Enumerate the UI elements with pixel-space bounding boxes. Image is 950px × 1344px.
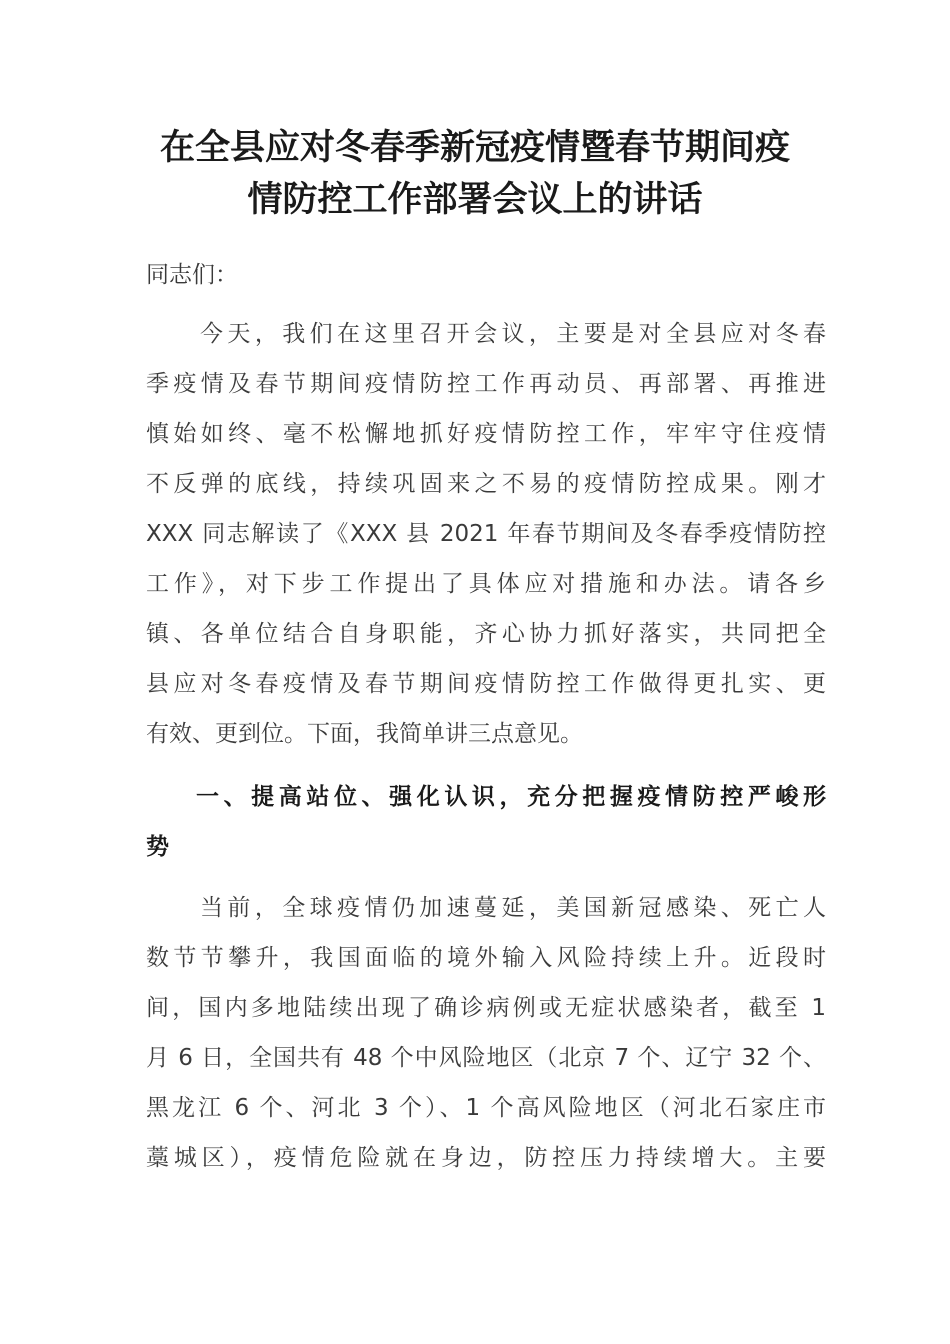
paragraph-1-line: 县应对冬春疫情及春节期间疫情防控工作做得更扎实、更 [146,671,826,697]
paragraph-1-line: 工作》，对下步工作提出了具体应对措施和办法。请各乡 [146,571,826,597]
paragraph-1-line: 镇、各单位结合自身职能，齐心协力抓好落实，共同把全 [146,621,826,647]
paragraph-2-line: 黑龙江 6 个、河北 3 个）、1 个高风险地区（河北石家庄市 [146,1095,826,1121]
paragraph-2-line: 藁城区），疫情危险就在身边，防控压力持续增大。主要 [146,1145,826,1171]
paragraph-1-line: 不反弹的底线，持续巩固来之不易的疫情防控成果。刚才 [146,471,826,497]
paragraph-2-line: 间，国内多地陆续出现了确诊病例或无症状感染者，截至 1 [146,995,826,1021]
paragraph-1-line: 有效、更到位。下面，我简单讲三点意见。 [146,721,583,747]
paragraph-1-line: XXX 同志解读了《XXX 县 2021 年春节期间及冬春季疫情防控 [146,521,826,547]
paragraph-2-line: 月 6 日，全国共有 48 个中风险地区（北京 7 个、辽宁 32 个、 [146,1045,826,1071]
section-1-heading-line: 势 [146,834,169,860]
paragraph-1-line: 慎始如终、毫不松懈地抓好疫情防控工作，牢牢守住疫情 [146,421,826,447]
paragraph-2-line: 数节节攀升，我国面临的境外输入风险持续上升。近段时 [146,945,826,971]
document-title-line-1: 在全县应对冬春季新冠疫情暨春节期间疫 [159,127,790,168]
paragraph-1-line: 今天，我们在这里召开会议，主要是对全县应对冬春 [200,321,826,347]
paragraph-2-line: 当前，全球疫情仍加速蔓延，美国新冠感染、死亡人 [200,895,826,921]
salutation: 同志们： [146,262,238,288]
section-1-heading-line: 一、提高站位、强化认识，充分把握疫情防控严峻形 [196,784,826,810]
document-title-line-2: 情防控工作部署会议上的讲话 [247,179,703,220]
paragraph-1-line: 季疫情及春节期间疫情防控工作再动员、再部署、再推进 [146,371,826,397]
